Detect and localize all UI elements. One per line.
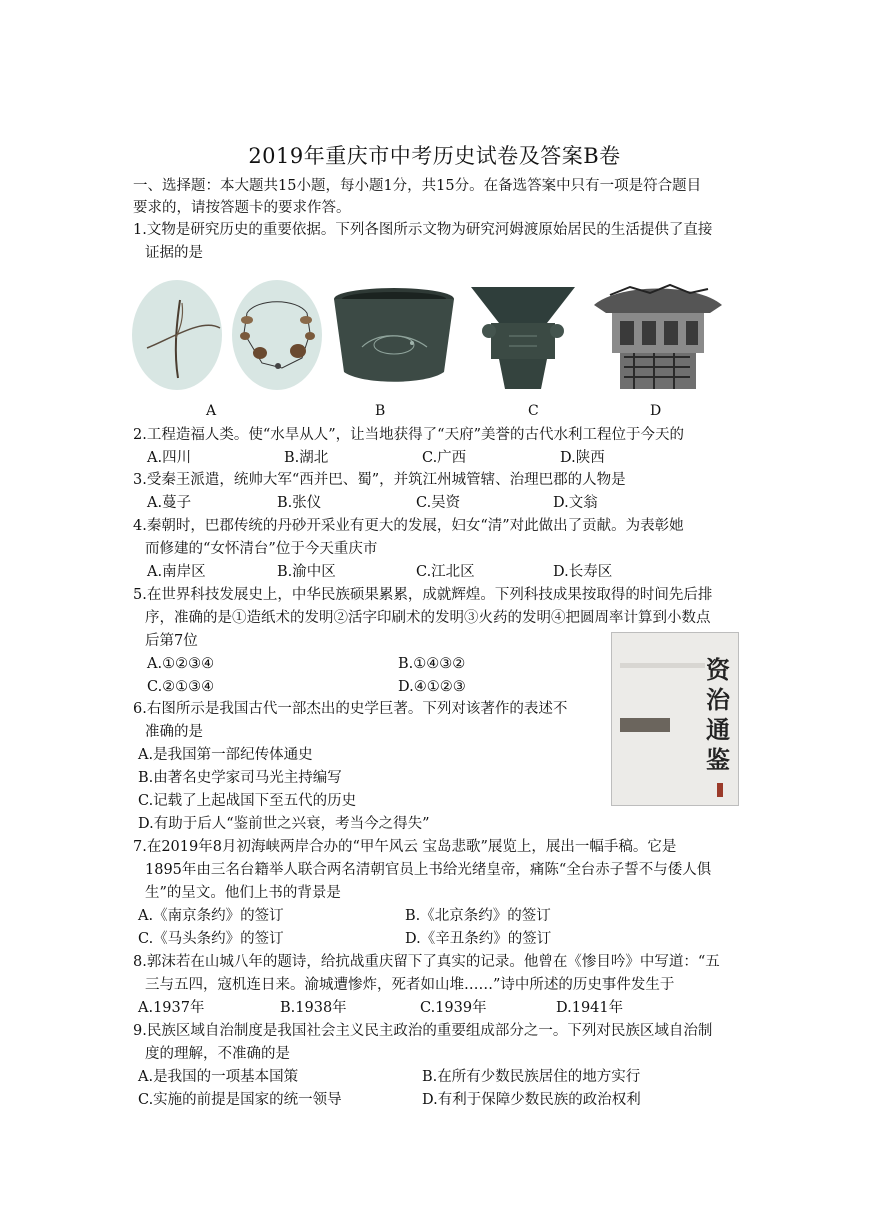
q6-image-book-cover: [611, 632, 739, 806]
q5-option-c: C.②①③④: [147, 679, 215, 695]
q4-option-a: A.南岸区: [147, 564, 206, 580]
q3-option-d: D.文翁: [553, 495, 598, 511]
q5-option-a: A.①②③④: [147, 656, 215, 672]
q7-stem-line2: 1895年由三名台籍举人联合两名清朝官员上书给光绪皇帝，痛陈“全台赤子誓不与倭人俱: [145, 862, 712, 878]
q8-stem-line2: 三与五四，寇机连日来。渝城遭惨炸，死者如山堆……”诗中所述的历史事件发生于: [145, 977, 675, 993]
q7-stem-line1: 7.在2019年8月初海峡两岸合办的“甲午风云 宝岛悲歌”展览上，展出一幅手稿。它是: [133, 839, 677, 855]
q1-image-a-needle-and-beads: [132, 278, 322, 393]
q2-option-d: D.陕西: [560, 450, 605, 466]
q2-option-c: C.广西: [422, 450, 467, 466]
q2-option-b: B.湖北: [284, 450, 329, 466]
q5-option-b: B.①④③②: [398, 656, 466, 672]
q7-option-b: B.《北京条约》的签订: [405, 908, 551, 924]
book-cover-title: [706, 655, 734, 775]
q5-option-d: D.④①②③: [398, 679, 466, 695]
q1-stem-line2: 证据的是: [145, 245, 203, 261]
q6-option-d: D.有助于后人“鉴前世之兴衰，考当今之得失”: [138, 816, 430, 832]
q4-option-d: D.长寿区: [553, 564, 613, 580]
q9-option-a: A.是我国的一项基本国策: [138, 1069, 299, 1085]
q3-option-a: A.蔓子: [147, 495, 192, 511]
q8-option-a: A.1937年: [138, 1000, 205, 1016]
q7-option-d: D.《辛丑条约》的签订: [405, 931, 552, 947]
book-title-char-2: 治: [706, 685, 730, 714]
q5-stem-line2: 序，准确的是①造纸术的发明②活字印刷术的发明③火药的发明④把圆周率计算到小数点: [145, 610, 711, 626]
q8-option-d: D.1941年: [556, 1000, 624, 1016]
book-cover-stripe: [620, 663, 705, 668]
q6-option-c: C.记载了上起战国下至五代的历史: [138, 793, 357, 809]
q1-image-c-bronze-vessel: [469, 281, 577, 391]
q8-option-b: B.1938年: [280, 1000, 347, 1016]
section-instructions-line1: 一、选择题：本大题共15小题，每小题1分，共15分。在备选答案中只有一项是符合题目: [133, 178, 702, 194]
q5-stem-line1: 5.在世界科技发展史上，中华民族硕果累累，成就辉煌。下列科技成果按取得的时间先后排: [133, 587, 713, 603]
q3-option-b: B.张仪: [277, 495, 322, 511]
book-cover-seal: [620, 718, 670, 732]
q1-image-d-stilt-house-model: [590, 275, 726, 393]
q4-option-b: B.渝中区: [277, 564, 336, 580]
q9-stem-line1: 9.民族区域自治制度是我国社会主义民主政治的重要组成部分之一。下列对民族区域自治制: [133, 1023, 713, 1039]
q7-option-c: C.《马头条约》的签订: [138, 931, 284, 947]
q9-option-b: B.在所有少数民族居住的地方实行: [422, 1069, 641, 1085]
book-cover-publisher-mark: [717, 783, 723, 797]
q8-stem-line1: 8.郭沫若在山城八年的题诗，给抗战重庆留下了真实的记录。他曾在《惨目吟》中写道：“五: [133, 954, 720, 970]
q1-stem-line1: 1.文物是研究历史的重要依据。下列各图所示文物为研究河姆渡原始居民的生活提供了直接: [133, 222, 713, 238]
q4-stem-line1: 4.秦朝时，巴郡传统的丹砂开采业有更大的发展，妇女“清”对此做出了贡献。为表彰她: [133, 518, 684, 534]
q4-stem-line2: 而修建的“女怀清台”位于今天重庆市: [145, 541, 378, 557]
book-title-char-3: 通: [706, 715, 730, 744]
q1-label-b: B: [375, 403, 386, 419]
book-title-char-1: 资: [706, 655, 730, 684]
q6-stem-line2: 准确的是: [145, 724, 203, 740]
q9-option-c: C.实施的前提是国家的统一领导: [138, 1092, 342, 1108]
q9-stem-line2: 度的理解，不准确的是: [145, 1046, 290, 1062]
page-title: 2019年重庆市中考历史试卷及答案B卷: [248, 144, 621, 168]
q2-stem: 2.工程造福人类。使“水旱从人”，让当地获得了“天府”美誉的古代水利工程位于今天的: [133, 427, 684, 443]
q1-image-b-pottery-bowl: [332, 287, 456, 387]
q6-option-b: B.由著名史学家司马光主持编写: [138, 770, 342, 786]
q5-stem-line3: 后第7位: [145, 633, 198, 649]
q3-option-c: C.吴资: [416, 495, 461, 511]
q8-option-c: C.1939年: [420, 1000, 487, 1016]
q1-label-d: D: [650, 403, 662, 419]
q1-label-c: C: [528, 403, 539, 419]
q2-option-a: A.四川: [147, 450, 192, 466]
q7-option-a: A.《南京条约》的签订: [138, 908, 284, 924]
q3-stem: 3.受秦王派遣，统帅大军“西并巴、蜀”，并筑江州城管辖、治理巴郡的人物是: [133, 472, 626, 488]
q4-option-c: C.江北区: [416, 564, 475, 580]
q6-stem-line1: 6.右图所示是我国古代一部杰出的史学巨著。下列对该著作的表述不: [133, 701, 568, 717]
section-instructions-line2: 要求的，请按答题卡的要求作答。: [133, 200, 351, 216]
q7-stem-line3: 生”的呈文。他们上书的背景是: [145, 885, 341, 901]
q1-label-a: A: [206, 403, 217, 419]
book-title-char-4: 鉴: [706, 745, 730, 774]
q6-option-a: A.是我国第一部纪传体通史: [138, 747, 313, 763]
q9-option-d: D.有利于保障少数民族的政治权利: [422, 1092, 641, 1108]
